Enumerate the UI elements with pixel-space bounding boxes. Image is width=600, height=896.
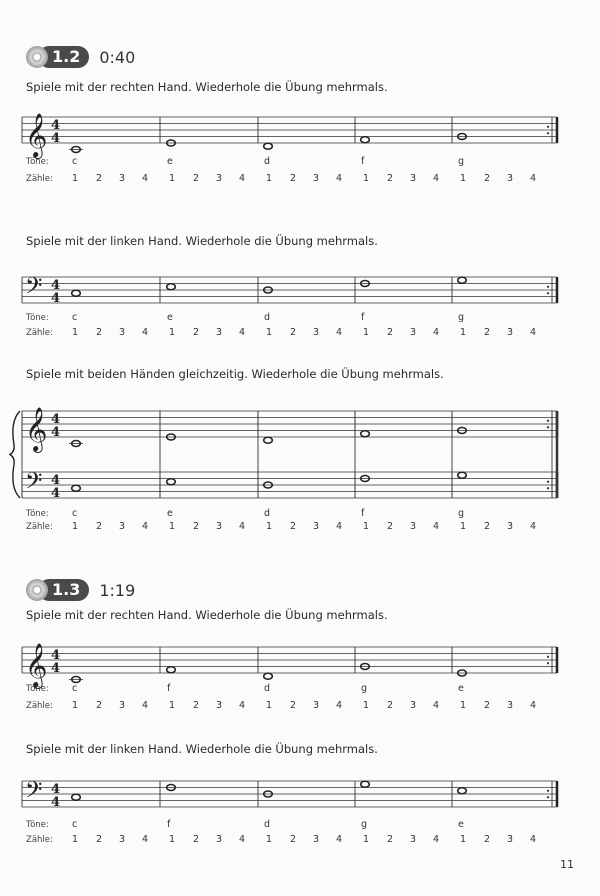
beat-count: 1: [363, 327, 370, 338]
exercise-instruction: Spiele mit der rechten Hand. Wiederhole die Übung mehrmals.: [26, 80, 388, 94]
track-duration: 1:19: [99, 580, 136, 600]
beat-count: 1: [460, 173, 467, 184]
beat-count: 3: [313, 521, 320, 532]
beat-count: 4: [530, 521, 537, 532]
beat-count: 2: [290, 700, 297, 711]
tone-name: e: [167, 508, 173, 519]
beat-count: 2: [290, 173, 297, 184]
beat-count: 2: [484, 700, 491, 711]
beat-count: 3: [119, 700, 126, 711]
beat-count: 3: [313, 173, 320, 184]
beat-count: 4: [142, 834, 149, 845]
beat-count: 4: [336, 173, 343, 184]
treble-clef-icon: 𝄞: [25, 113, 48, 157]
beat-count: 2: [387, 173, 394, 184]
beat-count: 3: [507, 327, 514, 338]
beat-count: 1: [460, 700, 467, 711]
bass-clef-icon: 𝄢: [25, 777, 43, 809]
beat-count: 3: [216, 834, 223, 845]
tone-name: g: [458, 312, 465, 323]
tone-name: d: [264, 312, 271, 323]
beat-count: 4: [336, 700, 343, 711]
time-signature: 4: [51, 425, 61, 440]
tone-name: c: [72, 156, 78, 167]
beat-count: 1: [169, 327, 176, 338]
beat-count: 1: [72, 327, 79, 338]
beat-count: 4: [336, 327, 343, 338]
beat-count: 2: [387, 521, 394, 532]
tone-name: f: [361, 156, 365, 167]
beat-count: 2: [193, 521, 200, 532]
beat-count: 2: [387, 834, 394, 845]
beat-count: 3: [216, 700, 223, 711]
beat-count: 2: [290, 521, 297, 532]
beat-count: 1: [72, 521, 79, 532]
beat-count: 2: [484, 173, 491, 184]
tone-name: f: [167, 819, 171, 830]
beat-count: 1: [169, 700, 176, 711]
tone-name: d: [264, 156, 271, 167]
cd-icon: [26, 579, 48, 601]
beat-count: 4: [142, 521, 149, 532]
beat-count: 4: [433, 327, 440, 338]
beat-count: 3: [216, 521, 223, 532]
beat-count: 2: [193, 700, 200, 711]
tone-name: e: [458, 683, 464, 694]
time-signature: 4: [51, 291, 61, 306]
whole-note: [458, 788, 467, 794]
counts-label: Zähle:: [26, 174, 53, 184]
track-number-badge: 1.3: [38, 579, 89, 601]
beat-count: 1: [72, 173, 79, 184]
beat-count: 2: [96, 521, 103, 532]
time-signature: 4: [51, 412, 61, 427]
beat-count: 1: [72, 834, 79, 845]
beat-count: 3: [507, 700, 514, 711]
beat-count: 1: [266, 173, 273, 184]
counts-label: Zähle:: [26, 522, 53, 532]
beat-count: 4: [239, 173, 246, 184]
beat-count: 3: [119, 834, 126, 845]
beat-count: 3: [410, 327, 417, 338]
tone-name: f: [167, 683, 171, 694]
tone-name: e: [167, 312, 173, 323]
beat-count: 3: [119, 327, 126, 338]
whole-note: [72, 794, 81, 800]
beat-count: 1: [363, 173, 370, 184]
beat-count: 3: [410, 521, 417, 532]
beat-count: 1: [266, 327, 273, 338]
tone-name: g: [361, 683, 368, 694]
beat-count: 4: [239, 521, 246, 532]
beat-count: 3: [313, 700, 320, 711]
tones-label: Töne:: [26, 820, 49, 830]
beat-count: 4: [433, 173, 440, 184]
beat-count: 4: [239, 327, 246, 338]
whole-note: [361, 781, 370, 787]
tone-name: g: [361, 819, 368, 830]
beat-count: 1: [169, 173, 176, 184]
time-signature: 4: [51, 782, 61, 797]
beat-count: 4: [433, 521, 440, 532]
beat-count: 2: [290, 327, 297, 338]
beat-count: 2: [193, 834, 200, 845]
tones-label: Töne:: [26, 509, 49, 519]
counts-label: Zähle:: [26, 701, 53, 711]
tone-name: c: [72, 508, 78, 519]
time-signature: 4: [51, 648, 61, 663]
time-signature: 4: [51, 661, 61, 676]
beat-count: 1: [460, 327, 467, 338]
beat-count: 4: [530, 173, 537, 184]
tone-name: d: [264, 508, 271, 519]
beat-count: 1: [460, 834, 467, 845]
beat-count: 2: [96, 173, 103, 184]
beat-count: 3: [119, 521, 126, 532]
exercise-instruction: Spiele mit der linken Hand. Wiederhole die Übung mehrmals.: [26, 742, 378, 756]
beat-count: 4: [142, 327, 149, 338]
beat-count: 4: [530, 834, 537, 845]
bass-clef-icon: 𝄢: [25, 468, 43, 500]
tone-name: c: [72, 312, 78, 323]
beat-count: 3: [410, 700, 417, 711]
time-signature: 4: [51, 118, 61, 133]
time-signature: 4: [51, 795, 61, 810]
beat-count: 2: [96, 700, 103, 711]
beat-count: 4: [336, 521, 343, 532]
beat-count: 2: [484, 521, 491, 532]
beat-count: 2: [387, 700, 394, 711]
tone-name: e: [167, 156, 173, 167]
counts-label: Zähle:: [26, 328, 53, 338]
beat-count: 4: [433, 700, 440, 711]
beat-count: 1: [266, 521, 273, 532]
beat-count: 1: [72, 700, 79, 711]
beat-count: 3: [313, 834, 320, 845]
time-signature: 4: [51, 131, 61, 146]
tones-label: Töne:: [26, 313, 49, 323]
beat-count: 3: [507, 521, 514, 532]
beat-count: 3: [216, 327, 223, 338]
tone-name: f: [361, 312, 365, 323]
tone-name: g: [458, 508, 465, 519]
page-number: 11: [560, 858, 574, 871]
beat-count: 3: [119, 173, 126, 184]
beat-count: 1: [266, 834, 273, 845]
tone-name: c: [72, 683, 78, 694]
track-number-badge: 1.2: [38, 46, 89, 68]
beat-count: 2: [484, 834, 491, 845]
exercise-instruction: Spiele mit der linken Hand. Wiederhole die Übung mehrmals.: [26, 234, 378, 248]
beat-count: 2: [193, 173, 200, 184]
exercise-instruction: Spiele mit beiden Händen gleichzeitig. Wiederhole die Übung mehrmals.: [26, 367, 444, 381]
tone-name: e: [458, 819, 464, 830]
tones-label: Töne:: [26, 157, 49, 167]
beat-count: 4: [336, 834, 343, 845]
tone-name: f: [361, 508, 365, 519]
beat-count: 1: [460, 521, 467, 532]
track-duration: 0:40: [99, 47, 136, 67]
beat-count: 2: [387, 327, 394, 338]
beat-count: 2: [193, 327, 200, 338]
beat-count: 4: [433, 834, 440, 845]
tones-label: Töne:: [26, 684, 49, 694]
beat-count: 3: [216, 173, 223, 184]
beat-count: 4: [239, 700, 246, 711]
beat-count: 2: [96, 834, 103, 845]
beat-count: 4: [142, 700, 149, 711]
beat-count: 1: [363, 700, 370, 711]
time-signature: 4: [51, 486, 61, 501]
beat-count: 1: [169, 521, 176, 532]
beat-count: 3: [313, 327, 320, 338]
beat-count: 2: [290, 834, 297, 845]
beat-count: 2: [96, 327, 103, 338]
beat-count: 4: [530, 327, 537, 338]
repeat-dot: [547, 796, 549, 798]
beat-count: 3: [507, 173, 514, 184]
bass-clef-icon: 𝄢: [25, 273, 43, 305]
exercise-instruction: Spiele mit der rechten Hand. Wiederhole die Übung mehrmals.: [26, 608, 388, 622]
cd-icon: [26, 46, 48, 68]
treble-clef-icon: 𝄞: [25, 643, 48, 687]
tone-name: d: [264, 683, 271, 694]
beat-count: 3: [507, 834, 514, 845]
beat-count: 4: [239, 834, 246, 845]
tone-name: c: [72, 819, 78, 830]
beat-count: 2: [484, 327, 491, 338]
counts-label: Zähle:: [26, 835, 53, 845]
beat-count: 1: [266, 700, 273, 711]
time-signature: 4: [51, 278, 61, 293]
beat-count: 3: [410, 173, 417, 184]
tone-name: g: [458, 156, 465, 167]
beat-count: 4: [142, 173, 149, 184]
beat-count: 1: [363, 834, 370, 845]
repeat-dot: [547, 790, 549, 792]
beat-count: 3: [410, 834, 417, 845]
treble-clef-icon: 𝄞: [25, 407, 48, 451]
beat-count: 1: [169, 834, 176, 845]
beat-count: 1: [363, 521, 370, 532]
beat-count: 4: [530, 700, 537, 711]
tone-name: d: [264, 819, 271, 830]
time-signature: 4: [51, 473, 61, 488]
